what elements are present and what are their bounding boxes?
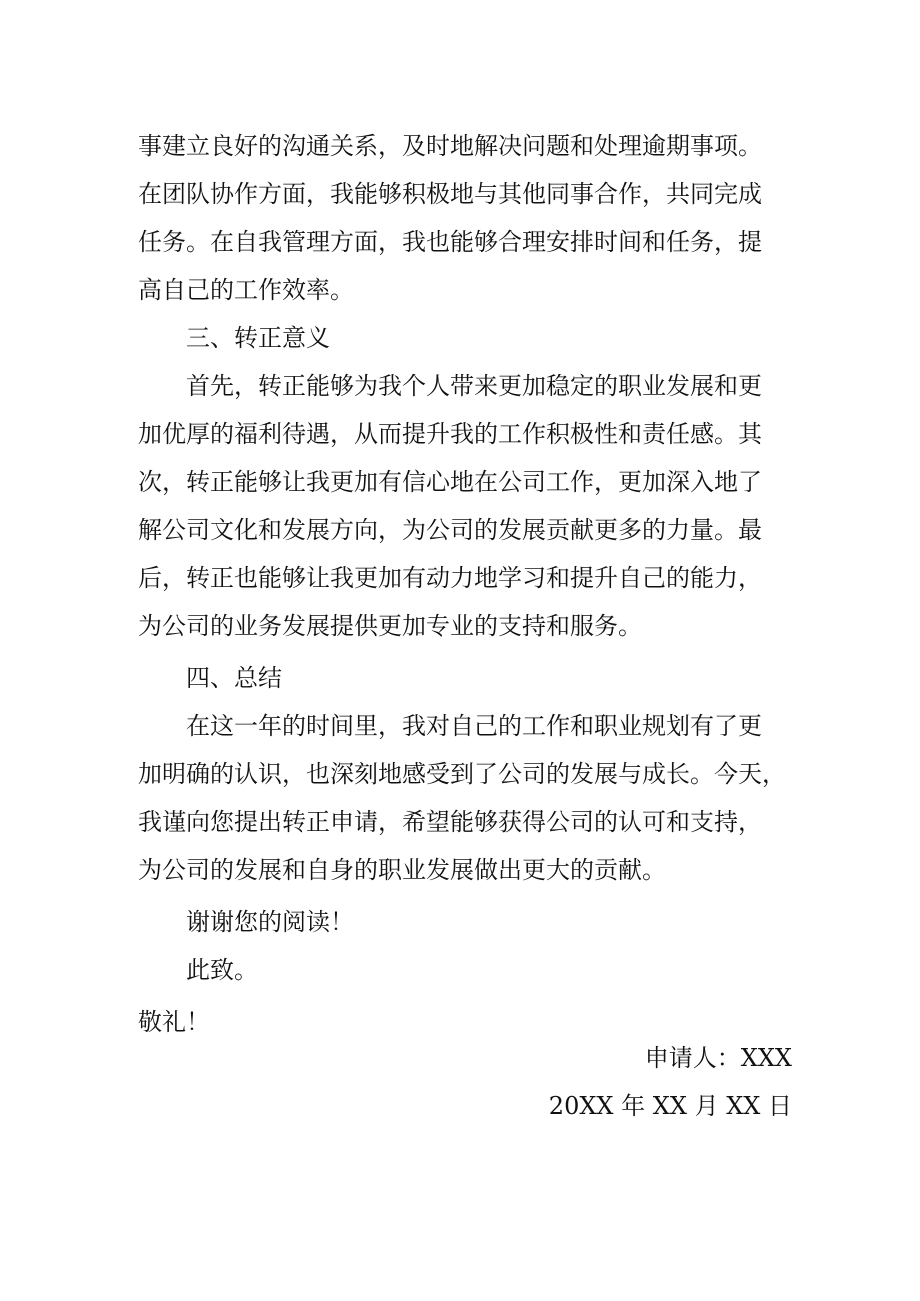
paragraph-line: 后，转正也能够让我更加有动力地学习和提升自己的能力， (138, 564, 762, 592)
paragraph-line: 首先，转正能够为我个人带来更加稳定的职业发展和更 (186, 372, 762, 400)
paragraph-line: 任务。在自我管理方面，我也能够合理安排时间和任务，提 (138, 228, 762, 256)
paragraph-line: 高自己的工作效率。 (138, 276, 354, 304)
applicant-signature: 申请人：XXX (644, 1044, 792, 1072)
paragraph-line: 在这一年的时间里，我对自己的工作和职业规划有了更 (186, 712, 762, 740)
paragraph-line: 我谨向您提出转正申请，希望能够获得公司的认可和支持， (138, 808, 762, 836)
paragraph-line: 在团队协作方面，我能够积极地与其他同事合作，共同完成 (138, 180, 762, 208)
paragraph-line: 事建立良好的沟通关系，及时地解决问题和处理逾期事项。 (138, 132, 762, 160)
closing-line: 此致。 (186, 956, 258, 984)
thanks-line: 谢谢您的阅读！ (186, 908, 354, 936)
paragraph-line: 为公司的业务发展提供更加专业的支持和服务。 (138, 612, 642, 640)
paragraph-line: 加优厚的福利待遇，从而提升我的工作积极性和责任感。其 (138, 420, 762, 448)
section-heading-3: 三、转正意义 (186, 324, 330, 352)
date-line: 20XX 年 XX 月 XX 日 (548, 1092, 792, 1120)
paragraph-line: 加明确的认识，也深刻地感受到了公司的发展与成长。今天， (138, 760, 786, 788)
paragraph-line: 为公司的发展和自身的职业发展做出更大的贡献。 (138, 856, 666, 884)
paragraph-line: 次，转正能够让我更加有信心地在公司工作，更加深入地了 (138, 468, 762, 496)
salutation-line: 敬礼！ (138, 1008, 210, 1036)
section-heading-4: 四、总结 (186, 664, 282, 692)
paragraph-line: 解公司文化和发展方向，为公司的发展贡献更多的力量。最 (138, 516, 762, 544)
